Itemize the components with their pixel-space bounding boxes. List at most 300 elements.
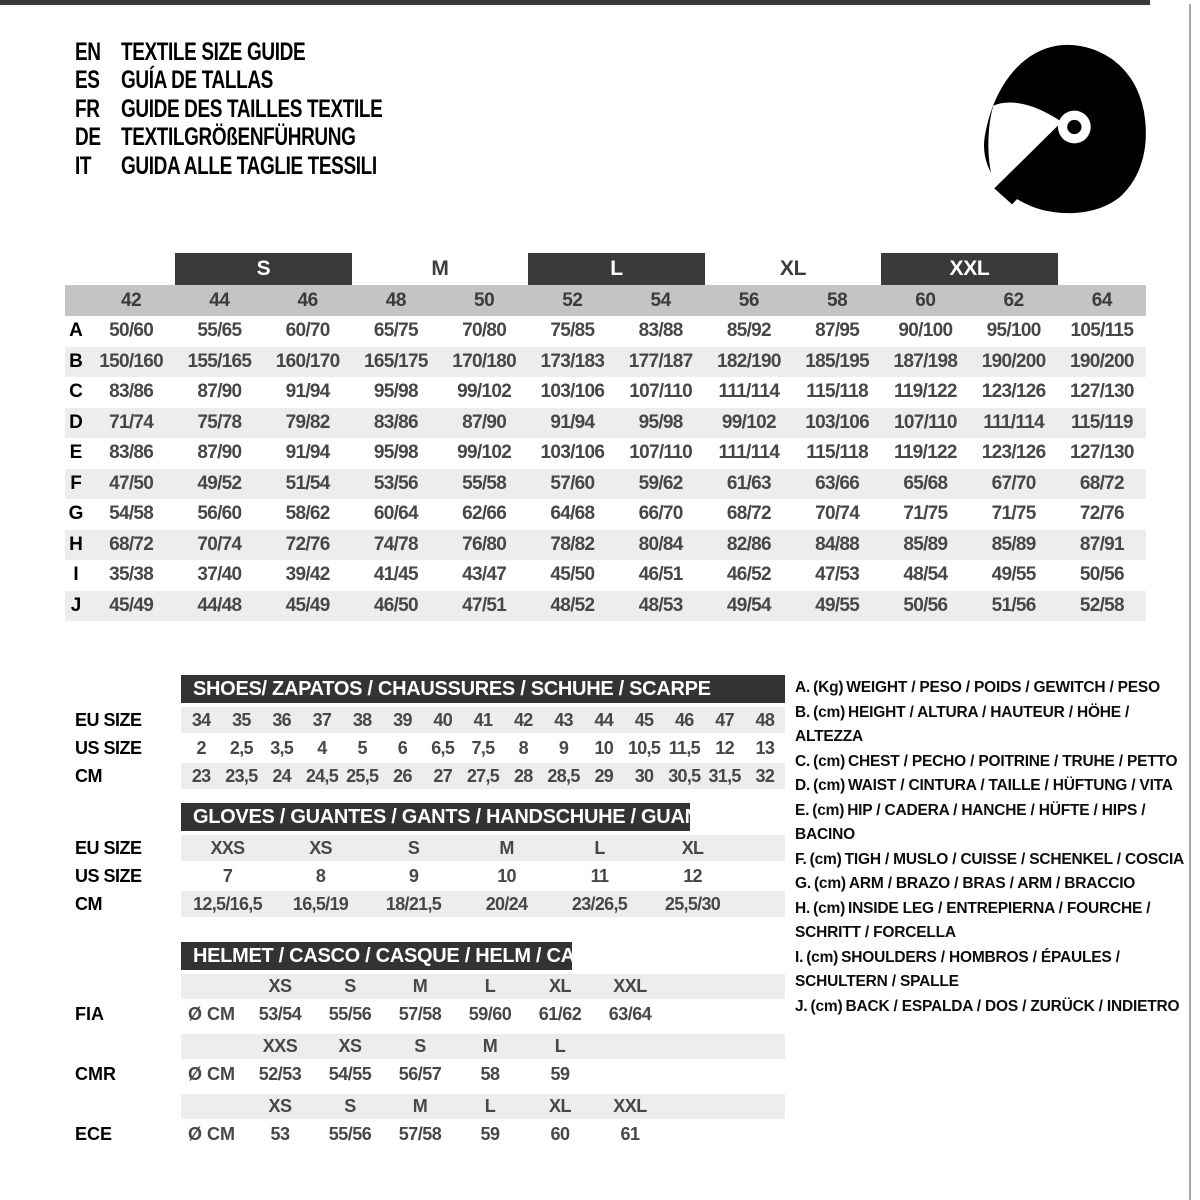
- helmet-value-cell: 53/54: [258, 1003, 302, 1024]
- shoes-table-row: [65, 707, 785, 733]
- guide-title: TEXTILGRÖßENFÜHRUNG: [121, 123, 356, 152]
- size-value-cell: 115/119: [1071, 411, 1133, 433]
- size-value-cell: 68/72: [726, 503, 771, 525]
- size-value-cell: 49/55: [991, 564, 1036, 586]
- shoe-size-cell: 34: [191, 709, 211, 730]
- size-number-cell: 60: [915, 289, 936, 311]
- helmet-value-cell: 63/64: [608, 1003, 652, 1024]
- helmet-value-cell: 59: [550, 1063, 570, 1084]
- size-value-cell: 87/90: [197, 381, 242, 403]
- shoe-size-cell: 28: [513, 765, 533, 786]
- row-letter-label: J: [70, 594, 82, 616]
- helmet-value-cell: 59: [480, 1123, 500, 1144]
- glove-size-cell: 12,5/16,5: [193, 893, 262, 914]
- size-value-cell: 46/50: [373, 594, 418, 616]
- helmet-size-table: [65, 942, 785, 1154]
- size-value-cell: 115/118: [806, 442, 868, 464]
- legend-text: TIGH / MUSLO / CUISSE / SCHENKEL / COSCIA: [844, 850, 1185, 868]
- shoe-size-cell: 2: [196, 737, 206, 758]
- legend-key: G.: [795, 875, 811, 892]
- glove-size-cell: 23/26,5: [571, 893, 628, 914]
- shoe-size-cell: 39: [393, 709, 412, 730]
- row-letter-label: G: [68, 503, 84, 525]
- size-number-cell: 52: [562, 289, 583, 311]
- glove-size-cell: L: [594, 837, 605, 858]
- legend-key: E.: [795, 801, 810, 819]
- size-value-cell: 37/40: [197, 564, 242, 586]
- legend-unit: (cm): [813, 777, 846, 794]
- size-value-cell: 111/114: [983, 411, 1044, 433]
- size-value-cell: 70/74: [197, 533, 242, 555]
- shoe-size-cell: 9: [558, 737, 569, 758]
- size-number-cell: 46: [297, 289, 318, 311]
- size-value-cell: 99/102: [457, 381, 512, 403]
- helmet-value-cell: 54/55: [328, 1063, 372, 1084]
- helmet-size-label-cell: XL: [548, 976, 571, 996]
- legend-item: [795, 995, 1187, 1020]
- size-value-cell: 57/60: [550, 472, 595, 494]
- helmet-value-cell: 57/58: [398, 1123, 442, 1144]
- helmet-value-cell: 61: [620, 1123, 640, 1144]
- size-number-cell: 62: [1003, 289, 1024, 311]
- helmet-value-cell: 56/57: [398, 1063, 442, 1084]
- shoe-size-cell: 27,5: [466, 765, 500, 786]
- gloves-row-cells: [181, 835, 785, 861]
- size-number-cell: 48: [385, 289, 406, 311]
- size-value-cell: 123/126: [981, 381, 1046, 403]
- size-value-cell: 87/90: [462, 411, 507, 433]
- size-value-cell: 111/114: [718, 442, 780, 464]
- shoe-size-cell: 24: [272, 765, 291, 786]
- legend-unit: (cm): [810, 997, 843, 1015]
- size-value-cell: 59/62: [638, 472, 683, 494]
- size-value-cell: 48/53: [638, 594, 683, 616]
- helmet-size-cells: [245, 974, 665, 999]
- helmet-unit-label: Ø CM: [188, 1123, 235, 1144]
- size-group-label-l: L: [528, 253, 705, 285]
- size-value-cell: 107/110: [629, 442, 692, 464]
- gloves-row-cells: [181, 863, 785, 889]
- legend-item: [795, 750, 1187, 775]
- shoe-size-cell: 3,5: [270, 737, 294, 758]
- legend-key: H.: [795, 899, 811, 917]
- racing-helmet-icon: [972, 38, 1150, 216]
- size-value-cell: 79/82: [285, 411, 330, 433]
- size-value-cell: 185/195: [805, 350, 870, 372]
- size-value-cell: 107/110: [629, 381, 692, 403]
- legend-text: SHOULDERS / HOMBROS / ÉPAULES / SCHULTERN / SPALLE: [795, 948, 1120, 990]
- shoe-size-cell: 6,5: [431, 737, 455, 758]
- size-value-cell: 91/94: [285, 442, 330, 464]
- helmet-size-label-cell: S: [344, 1096, 356, 1116]
- size-value-cell: 52/58: [1079, 594, 1124, 616]
- size-value-cell: 83/86: [109, 381, 154, 403]
- helmet-size-label-cell: XS: [268, 1096, 292, 1116]
- shoe-size-cell: 23: [191, 765, 211, 786]
- size-value-cell: 50/56: [1079, 564, 1124, 586]
- size-value-cell: 190/200: [1069, 350, 1134, 372]
- size-value-cell: 84/88: [815, 533, 860, 555]
- header-gap-cell: [181, 1034, 245, 1059]
- helmet-table-body: [65, 974, 785, 1149]
- glove-size-cell: 10: [497, 865, 516, 886]
- size-value-cell: 173/183: [540, 350, 605, 372]
- guide-title: GUIDA ALLE TAGLIE TESSILI: [121, 151, 377, 180]
- size-group-label-xl: XL: [779, 257, 807, 280]
- size-value-cell: 60/64: [373, 503, 418, 525]
- row-label: US SIZE: [75, 737, 142, 758]
- glove-size-cell: M: [499, 837, 514, 858]
- size-value-cell: 66/70: [638, 503, 683, 525]
- page-right-edge-line: [1189, 4, 1191, 1200]
- size-value-cell: 105/115: [1070, 320, 1134, 342]
- legend-unit: (cm): [812, 801, 845, 819]
- size-value-cell: 87/95: [815, 320, 860, 342]
- size-value-cell: 91/94: [550, 411, 595, 433]
- table-corner-cell: [65, 285, 87, 316]
- size-value-cell: 48/52: [550, 594, 595, 616]
- size-value-cell: 49/52: [197, 472, 242, 494]
- shoe-size-cell: 37: [312, 709, 332, 730]
- helmet-standard-label: CMR: [75, 1063, 116, 1084]
- row-label: US SIZE: [75, 865, 142, 886]
- helmet-value-cell: 52/53: [258, 1063, 302, 1084]
- size-value-cell: 65/68: [903, 472, 948, 494]
- row-label: EU SIZE: [75, 709, 142, 730]
- textile-table-row: [65, 408, 1146, 439]
- shoe-size-cell: 28,5: [547, 765, 580, 786]
- gloves-table-body: [65, 835, 785, 917]
- size-value-cell: 95/100: [986, 320, 1041, 342]
- language-row: [75, 95, 465, 124]
- size-value-cell: 68/72: [1079, 472, 1124, 494]
- row-letter-label: B: [69, 350, 83, 372]
- gloves-table-row: [65, 863, 785, 889]
- size-value-cell: 123/126: [981, 442, 1046, 464]
- helmet-size-label-cell: L: [484, 976, 496, 996]
- legend-unit: (Kg): [813, 679, 844, 696]
- size-value-cell: 107/110: [894, 411, 957, 433]
- helmet-value-cell: 60: [550, 1123, 570, 1144]
- size-value-cell: 70/74: [815, 503, 860, 525]
- helmet-size-label-cell: XXL: [613, 976, 647, 996]
- helmet-size-label-cell: S: [344, 976, 356, 996]
- size-value-cell: 111/114: [718, 381, 780, 403]
- size-value-cell: 49/54: [726, 594, 771, 616]
- shoe-size-cell: 4: [317, 737, 327, 758]
- shoe-size-cell: 26: [393, 765, 412, 786]
- helmet-value-cell: 53: [270, 1123, 290, 1144]
- row-letter-label: E: [69, 442, 83, 464]
- helmet-standard-label: ECE: [75, 1123, 113, 1144]
- helmet-value-cells: [245, 999, 665, 1029]
- glove-size-cell: 18/21,5: [385, 893, 442, 914]
- size-value-cell: 170/180: [452, 350, 517, 372]
- legend-item: [795, 676, 1187, 701]
- size-value-cell: 45/49: [109, 594, 154, 616]
- language-row: [75, 67, 465, 96]
- size-value-cell: 53/56: [373, 472, 418, 494]
- shoes-row-cells: [181, 763, 785, 789]
- shoe-size-cell: 27: [433, 765, 453, 786]
- helmet-size-label-cell: M: [482, 1036, 498, 1056]
- helmet-size-label-cell: XXS: [262, 1036, 298, 1056]
- helmet-size-label-cell: L: [484, 1096, 496, 1116]
- size-number-header-row: [65, 285, 1146, 316]
- helmet-size-label-cell: XS: [268, 976, 292, 996]
- shoe-size-cell: 25,5: [346, 765, 379, 786]
- size-value-cell: 51/54: [285, 472, 330, 494]
- helmet-standard-section: [65, 1094, 785, 1149]
- size-value-cell: 64/68: [550, 503, 595, 525]
- textile-table-row: [65, 530, 1146, 561]
- legend-item: [795, 872, 1187, 897]
- size-value-cell: 50/56: [903, 594, 948, 616]
- glove-size-cell: XS: [309, 837, 332, 858]
- size-value-cell: 47/53: [815, 564, 860, 586]
- legend-text: INSIDE LEG / ENTREPIERNA / FOURCHE / SCHRITT / FORCELLA: [795, 899, 1151, 941]
- language-row: [75, 38, 465, 67]
- size-number-cell: 56: [738, 289, 759, 311]
- helmet-value-cells: [245, 1119, 665, 1149]
- shoe-size-cell: 45: [634, 709, 654, 730]
- helmet-size-header-row: [181, 1094, 785, 1119]
- legend-text: WAIST / CINTURA / TAILLE / HÜFTUNG / VITA: [848, 777, 1173, 794]
- gloves-size-table: [65, 803, 785, 919]
- size-value-cell: 63/66: [815, 472, 860, 494]
- size-value-cell: 75/85: [550, 320, 595, 342]
- glove-size-cell: S: [407, 837, 420, 858]
- helmet-size-label-cell: XL: [548, 1096, 571, 1116]
- size-value-cell: 82/86: [726, 533, 771, 555]
- legend-text: HIP / CADERA / HANCHE / HÜFTE / HIPS / BACINO: [795, 801, 1146, 843]
- size-value-cell: 71/75: [991, 503, 1036, 525]
- legend-key: J.: [795, 997, 808, 1015]
- size-value-cell: 95/98: [638, 411, 683, 433]
- size-value-cell: 155/165: [187, 350, 252, 372]
- textile-table-row: [65, 347, 1146, 378]
- size-value-cell: 71/74: [109, 411, 154, 433]
- row-label: CM: [75, 893, 102, 914]
- size-value-cell: 85/89: [991, 533, 1036, 555]
- language-code: ES: [75, 66, 100, 95]
- size-value-cell: 41/45: [373, 564, 418, 586]
- size-value-cell: 165/175: [363, 350, 428, 372]
- size-value-cell: 85/89: [903, 533, 948, 555]
- size-value-cell: 35/38: [109, 564, 154, 586]
- size-value-cell: 56/60: [197, 503, 242, 525]
- size-value-cell: 83/86: [109, 442, 154, 464]
- helmet-size-label-cell: XS: [338, 1036, 362, 1056]
- shoe-size-cell: 2,5: [229, 737, 253, 758]
- helmet-size-header-row: [181, 974, 785, 999]
- textile-table-row: [65, 560, 1146, 591]
- size-value-cell: 50/60: [109, 320, 154, 342]
- row-letter-label: C: [69, 381, 83, 403]
- size-value-cell: 55/58: [462, 472, 507, 494]
- size-value-cell: 49/55: [815, 594, 860, 616]
- size-value-cell: 78/82: [550, 533, 595, 555]
- shoes-row-cells: [181, 735, 785, 761]
- legend-unit: (cm): [806, 948, 839, 966]
- size-value-cell: 95/98: [373, 381, 418, 403]
- gloves-table-row: [65, 835, 785, 861]
- glove-size-cell: 16,5/19: [292, 893, 349, 914]
- legend-item: [795, 848, 1187, 873]
- textile-table-row: [65, 499, 1146, 530]
- size-value-cell: 85/92: [726, 320, 771, 342]
- size-value-cell: 91/94: [285, 381, 330, 403]
- textile-table-row: [65, 316, 1146, 347]
- size-value-cell: 68/72: [109, 533, 154, 555]
- guide-title: TEXTILE SIZE GUIDE: [121, 37, 306, 66]
- size-value-cell: 46/52: [726, 564, 771, 586]
- shoe-size-cell: 30: [634, 765, 654, 786]
- glove-size-cell: XL: [681, 837, 704, 858]
- size-value-cell: 70/80: [462, 320, 507, 342]
- size-value-cell: 115/118: [806, 381, 868, 403]
- legend-key: C.: [795, 752, 811, 770]
- language-code: IT: [75, 151, 92, 180]
- helmet-value-cell: 55/56: [328, 1003, 372, 1024]
- size-value-cell: 80/84: [638, 533, 683, 555]
- helmet-size-label-cell: XXL: [613, 1096, 647, 1116]
- helmet-size-label-cell: S: [414, 1036, 426, 1056]
- size-value-cell: 54/58: [109, 503, 154, 525]
- shoe-size-cell: 36: [272, 709, 291, 730]
- size-value-cell: 74/78: [373, 533, 418, 555]
- size-group-label-m: M: [431, 257, 449, 280]
- legend-unit: (cm): [809, 850, 842, 868]
- size-value-cell: 72/76: [285, 533, 330, 555]
- helmet-size-label-cell: M: [412, 976, 428, 996]
- size-value-cell: 46/51: [638, 564, 683, 586]
- shoes-table-row: [65, 763, 785, 789]
- size-value-cell: 61/63: [726, 472, 771, 494]
- glove-size-cell: 9: [408, 865, 419, 886]
- size-value-cell: 103/106: [540, 442, 605, 464]
- shoe-size-cell: 13: [755, 737, 775, 758]
- legend-item: [795, 946, 1187, 995]
- size-value-cell: 87/91: [1079, 533, 1124, 555]
- helmet-value-row: [65, 1119, 785, 1149]
- row-letter-label: D: [69, 411, 83, 433]
- shoe-size-cell: 40: [433, 709, 453, 730]
- size-value-cell: 45/49: [285, 594, 330, 616]
- row-letter-label: H: [69, 533, 83, 555]
- shoes-size-table: [65, 675, 785, 791]
- size-value-cell: 51/56: [991, 594, 1036, 616]
- gloves-row-cells: [181, 891, 785, 917]
- helmet-standard-section: [65, 1034, 785, 1089]
- size-value-cell: 150/160: [99, 350, 164, 372]
- helmet-value-cell: 58: [480, 1063, 500, 1084]
- shoes-table-body: [65, 707, 785, 789]
- helmet-value-row: [65, 999, 785, 1029]
- shoe-size-cell: 41: [473, 709, 493, 730]
- shoe-size-cell: 31,5: [708, 765, 741, 786]
- shoes-table-title: SHOES/ ZAPATOS / CHAUSSURES / SCHUHE / SCARPE: [181, 675, 785, 703]
- legend-unit: (cm): [813, 899, 846, 917]
- guide-title: GUÍA DE TALLAS: [121, 66, 273, 95]
- helmet-table-title: HELMET / CASCO / CASQUE / HELM / CASCO: [181, 942, 572, 970]
- size-group-label-s: S: [175, 253, 352, 285]
- size-number-cell: 64: [1091, 289, 1112, 311]
- helmet-value-cell: 59/60: [468, 1003, 512, 1024]
- glove-size-cell: 8: [315, 865, 326, 886]
- size-number-cell: 50: [474, 289, 495, 311]
- size-value-cell: 48/54: [903, 564, 948, 586]
- size-number-cell: 58: [827, 289, 848, 311]
- size-value-cell: 99/102: [721, 411, 776, 433]
- language-code: DE: [75, 123, 101, 152]
- size-group-header-row: [65, 253, 1146, 285]
- size-value-cell: 62/66: [462, 503, 507, 525]
- textile-table-row: [65, 438, 1146, 469]
- size-value-cell: 87/90: [197, 442, 242, 464]
- size-number-cell: 44: [209, 289, 230, 311]
- textile-table-row: [65, 377, 1146, 408]
- helmet-standard-label: FIA: [75, 1003, 104, 1024]
- guide-title: GUIDE DES TAILLES TEXTILE: [121, 94, 383, 123]
- size-value-cell: 119/122: [894, 381, 957, 403]
- size-value-cell: 60/70: [285, 320, 330, 342]
- shoes-row-cells: [181, 707, 785, 733]
- shoe-size-cell: 11,5: [668, 737, 700, 758]
- size-value-cell: 65/75: [373, 320, 418, 342]
- legend-key: B.: [795, 703, 811, 721]
- size-value-cell: 103/106: [805, 411, 870, 433]
- shoe-size-cell: 38: [352, 709, 372, 730]
- size-value-cell: 43/47: [462, 564, 507, 586]
- glove-size-cell: 7: [222, 865, 233, 886]
- size-value-cell: 187/198: [893, 350, 958, 372]
- helmet-size-label-cell: M: [412, 1096, 428, 1116]
- row-letter-label: F: [70, 472, 82, 494]
- measurement-legend: [795, 676, 1187, 1019]
- shoe-size-cell: 48: [755, 709, 775, 730]
- shoe-size-cell: 6: [397, 737, 408, 758]
- helmet-value-cell: 61/62: [538, 1003, 582, 1024]
- shoe-size-cell: 47: [715, 709, 734, 730]
- shoe-size-cell: 8: [518, 737, 528, 758]
- legend-unit: (cm): [813, 875, 846, 892]
- legend-item: [795, 774, 1187, 799]
- legend-unit: (cm): [813, 752, 846, 770]
- size-value-cell: 44/48: [197, 594, 242, 616]
- size-value-cell: 182/190: [716, 350, 781, 372]
- size-value-cell: 127/130: [1069, 381, 1134, 403]
- size-value-cell: 83/86: [373, 411, 418, 433]
- size-value-cell: 95/98: [373, 442, 418, 464]
- shoe-size-cell: 30,5: [668, 765, 701, 786]
- row-letter-label: A: [69, 320, 83, 342]
- size-value-cell: 39/42: [285, 564, 330, 586]
- language-title-list: [75, 38, 465, 181]
- size-value-cell: 45/50: [550, 564, 595, 586]
- helmet-value-cell: 57/58: [398, 1003, 442, 1024]
- size-value-cell: 160/170: [275, 350, 340, 372]
- language-code: FR: [75, 94, 100, 123]
- shoes-table-row: [65, 735, 785, 761]
- page-top-edge-line: [0, 0, 1150, 5]
- language-row: [75, 124, 465, 153]
- helmet-size-label-cell: L: [554, 1036, 566, 1056]
- legend-unit: (cm): [813, 703, 846, 721]
- glove-size-cell: 20/24: [485, 893, 528, 914]
- textile-size-table: [65, 253, 1146, 621]
- shoe-size-cell: 44: [594, 709, 614, 730]
